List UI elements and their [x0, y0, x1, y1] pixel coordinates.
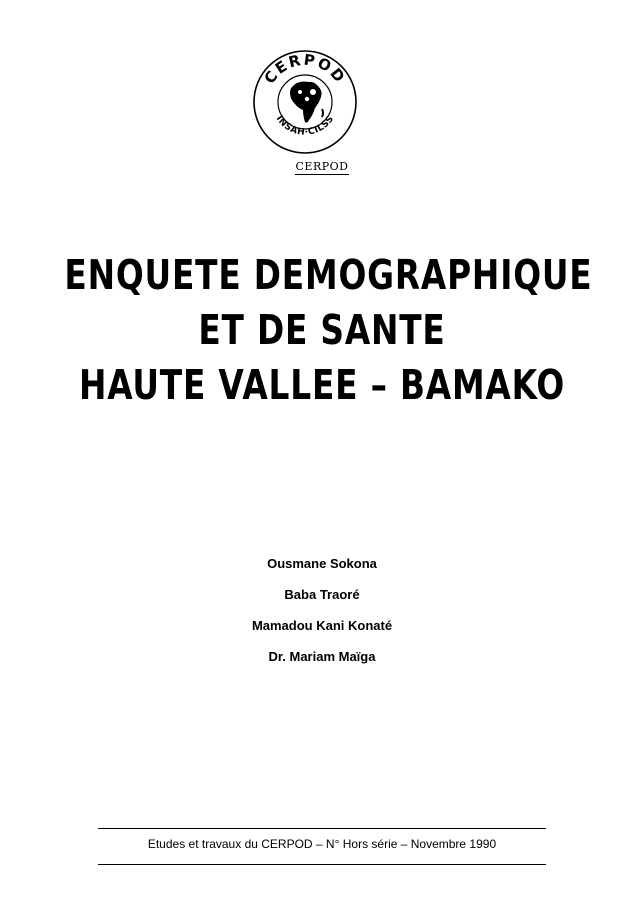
title-line-3: HAUTE VALLEE – BAMAKO — [78, 361, 566, 409]
footer-top-rule — [98, 828, 546, 829]
logo-caption-text: CERPOD — [295, 160, 349, 173]
seal-ring-bottom-text: INSAH·CILSS — [273, 114, 337, 138]
footer-bottom-rule — [98, 864, 546, 865]
author-list — [0, 556, 644, 680]
author-name: Mamadou Kani Konaté — [251, 618, 393, 633]
africa-map-icon — [290, 82, 322, 123]
author-name: Dr. Mariam Maïga — [268, 649, 376, 664]
document-title — [64, 248, 593, 413]
title-line-2: ET DE SANTE — [198, 306, 446, 354]
author-name: Ousmane Sokona — [267, 556, 377, 571]
author-name: Baba Traoré — [284, 587, 360, 602]
title-line-1: ENQUETE DEMOGRAPHIQUE — [64, 251, 593, 299]
seal-ring-top-text: CERPOD — [260, 50, 350, 88]
cerpod-seal-icon — [250, 47, 360, 157]
series-footer: Etudes et travaux du CERPOD – N° Hors série – Novembre 1990 — [147, 837, 497, 851]
cerpod-seal-logo — [250, 47, 360, 157]
logo-caption — [0, 160, 644, 173]
